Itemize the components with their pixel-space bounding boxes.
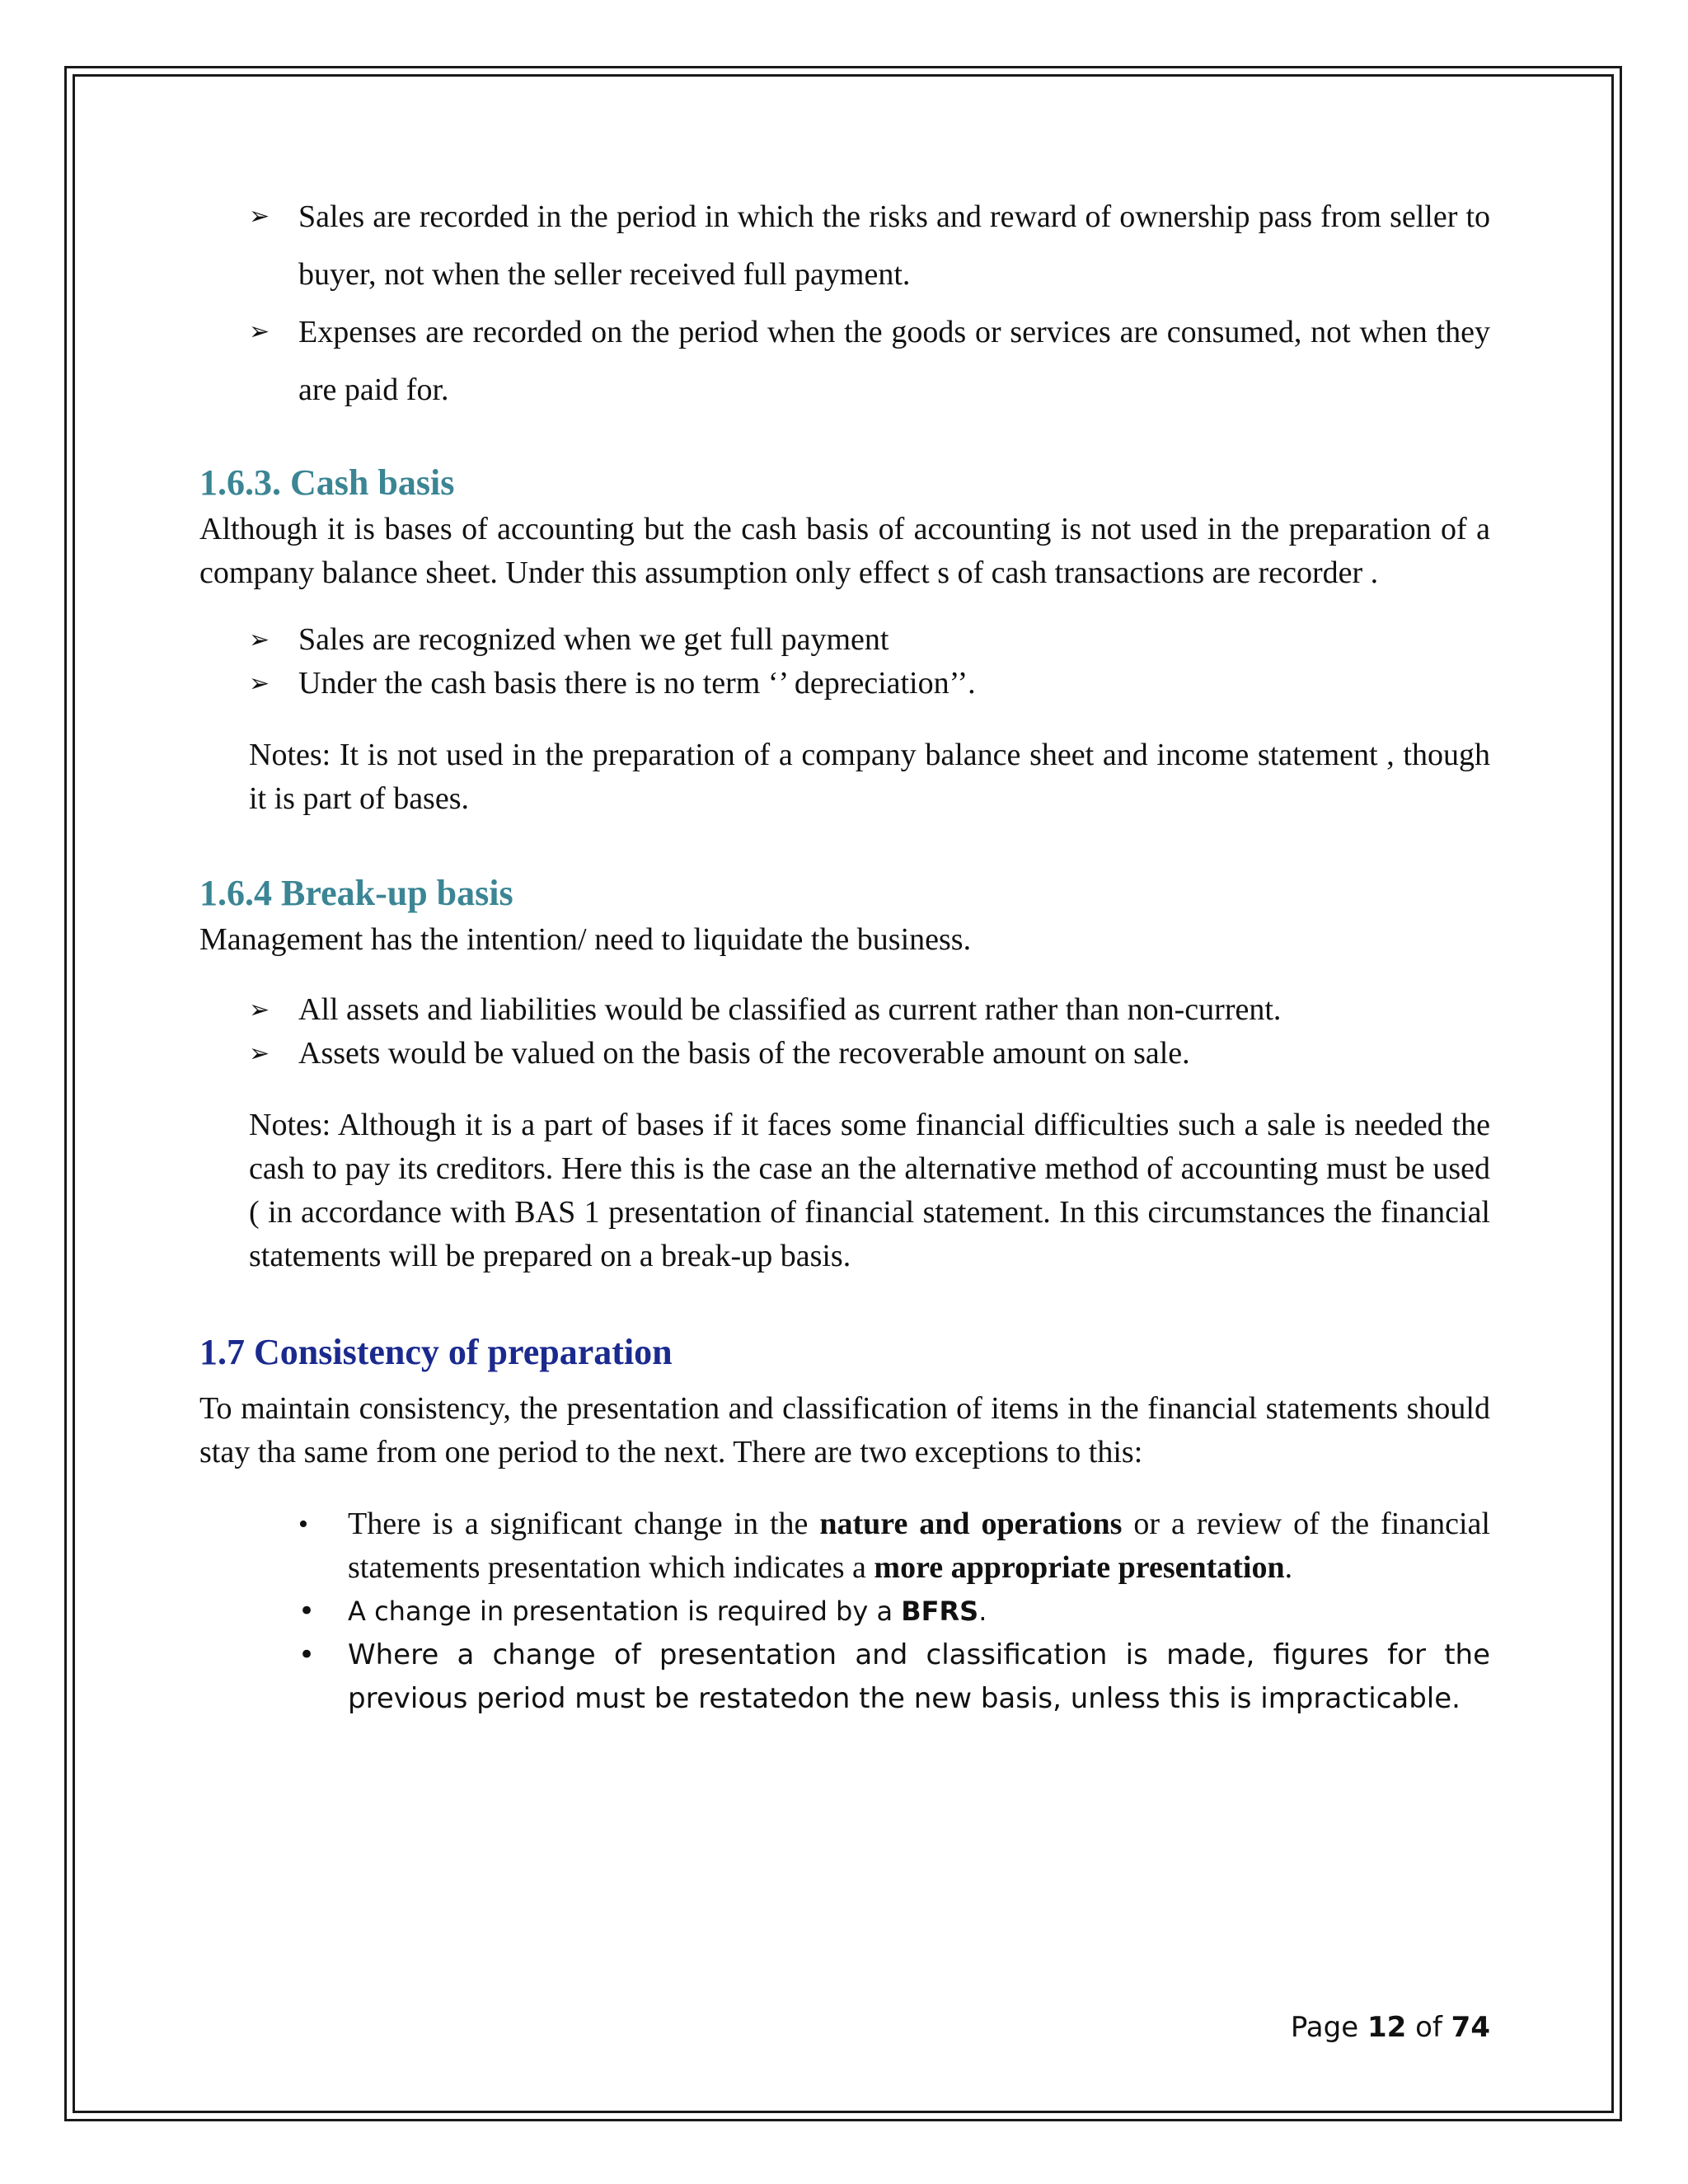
arrow-bullet-icon: ➢ bbox=[249, 626, 270, 654]
page-number: Page 12 of 74 bbox=[1290, 2011, 1490, 2044]
dot-bullet-icon: • bbox=[298, 1638, 316, 1671]
list-item: ➢ Under the cash basis there is no term ‘’ depreciation’’. bbox=[199, 662, 1490, 705]
arrow-bullet-icon: ➢ bbox=[249, 202, 270, 231]
dot-bullet-icon: • bbox=[298, 1595, 316, 1628]
arrow-bullet-icon: ➢ bbox=[249, 996, 270, 1024]
section-heading-breakup-basis: 1.6.4 Break-up basis bbox=[199, 873, 513, 913]
list-item: • Where a change of presentation and classification is made, figures for the previous period must be restatedon the new basis, unless this is impracticable. bbox=[199, 1633, 1490, 1721]
list-item: ➢ Sales are recognized when we get full payment bbox=[199, 618, 1490, 662]
arrow-bullet-icon: ➢ bbox=[249, 669, 270, 698]
breakup-basis-paragraph: Management has the intention/ need to liquidate the business. bbox=[199, 922, 972, 957]
list-item: • A change in presentation is required by a BFRS. bbox=[199, 1590, 1490, 1633]
cash-basis-note: Notes: It is not used in the preparation of a company balance sheet and income statement , though it is part of bases. bbox=[249, 738, 1490, 816]
section-heading-consistency: 1.7 Consistency of preparation bbox=[199, 1332, 673, 1372]
cash-basis-paragraph: Although it is bases of accounting but the cash basis of accounting is not used in the preparation of a company balance sheet. Under this assumption only effect s of cash transactions are recorder . bbox=[199, 512, 1490, 590]
dot-bullet-icon: • bbox=[298, 1509, 308, 1540]
list-item: ➢ Expenses are recorded on the period when the goods or services are consumed, not when they are paid for. bbox=[199, 303, 1490, 419]
list-item: ➢ Assets would be valued on the basis of the recoverable amount on sale. bbox=[199, 1032, 1490, 1076]
list-item: ➢ Sales are recorded in the period in which the risks and reward of ownership pass from seller to buyer, not when the seller received full payment. bbox=[199, 188, 1490, 303]
list-item: • There is a significant change in the nature and operations or a review of the financial statements presentation which indicates a more appropriate presentation. bbox=[199, 1502, 1490, 1590]
section-heading-cash-basis: 1.6.3. Cash basis bbox=[199, 462, 455, 503]
arrow-bullet-icon: ➢ bbox=[249, 1039, 270, 1068]
list-item: ➢ All assets and liabilities would be classified as current rather than non-current. bbox=[199, 988, 1490, 1032]
page-content bbox=[199, 188, 1490, 1721]
breakup-basis-note: Notes: Although it is a part of bases if it faces some financial difficulties such a sale is needed the cash to pay its creditors. Here this is the case an the alternative method of accounting must be used ( in accordance with BAS 1 presentation of financial statement. In this circumstances the financial statements will be prepared on a break-up basis. bbox=[249, 1108, 1490, 1273]
arrow-bullet-icon: ➢ bbox=[249, 317, 270, 346]
consistency-paragraph: To maintain consistency, the presentation and classification of items in the financial statements should stay tha same from one period to the next. There are two exceptions to this: bbox=[199, 1391, 1490, 1469]
